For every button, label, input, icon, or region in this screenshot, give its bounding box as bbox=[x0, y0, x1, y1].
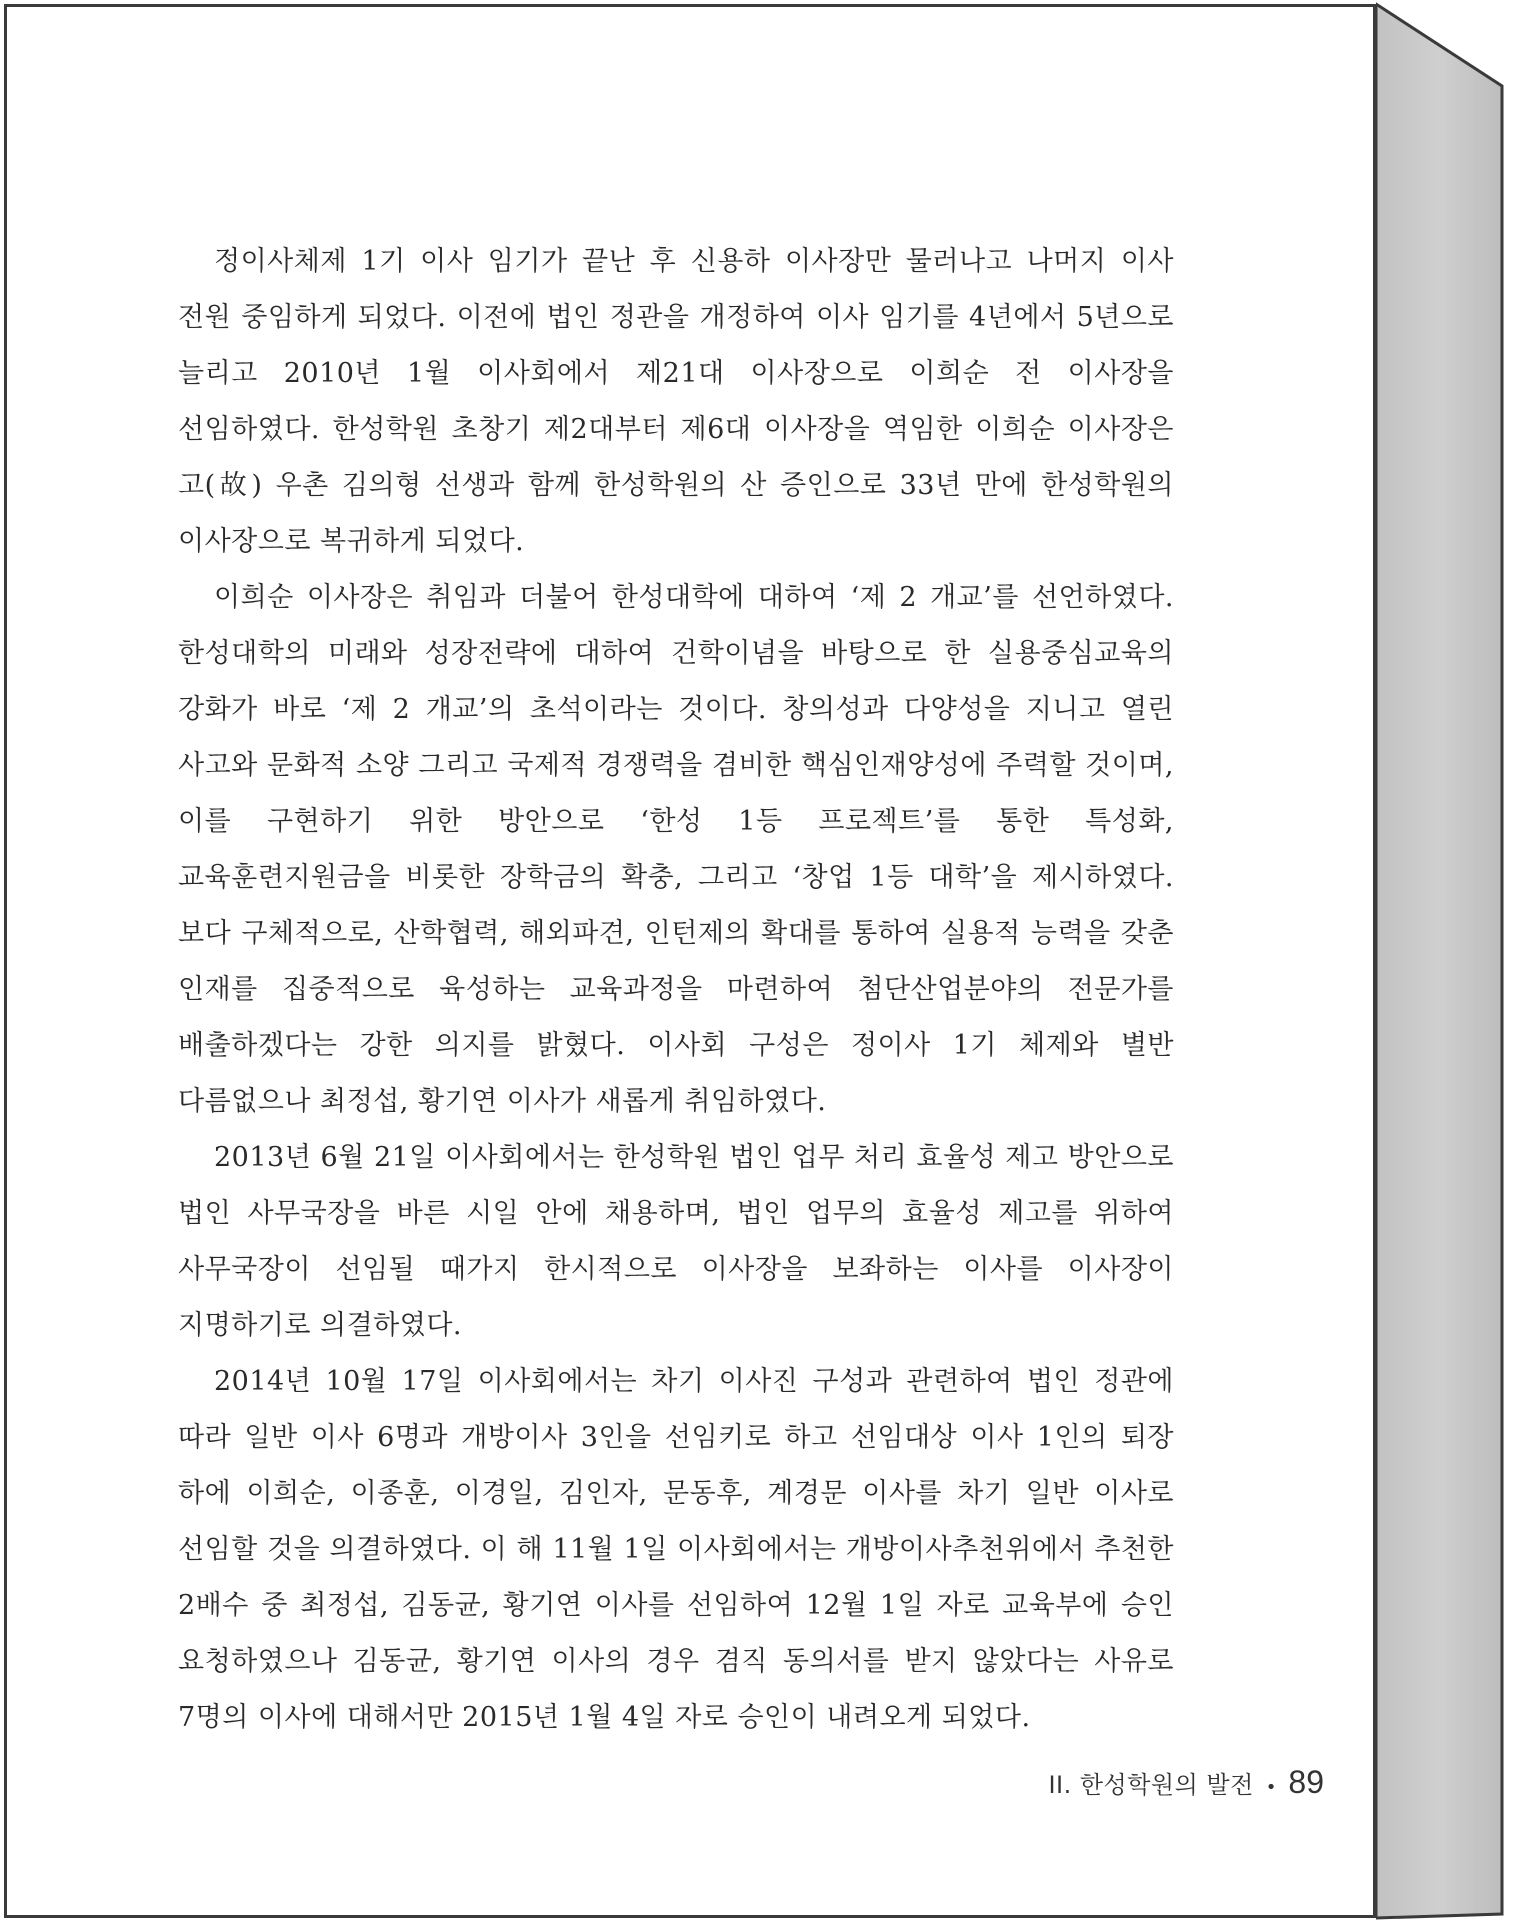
paragraph-2: 이희순 이사장은 취임과 더불어 한성대학에 대하여 ‘제 2 개교’를 선언하였다. 한성대학의 미래와 성장전략에 대하여 건학이념을 바탕으로 한 실용중심교육의 강화가 바로 ‘제 2 개교’의 초석이라는 것이다. 창의성과 다양성을 지니고 열린 사고와 문화적 소양 그리고 국제적 경쟁력을 겸비한 핵심인재양성에 주력할 것이며, 이를 구현하기 위한 방안으로 ‘한성 1등 프로젝트’를 통한 특성화, 교육훈련지원금을 비롯한 장학금의 확충, 그리고 ‘창업 1등 대학’을 제시하였다. 보다 구체적으로, 산학협력, 해외파견, 인턴제의 확대를 통하여 실용적 능력을 갖춘 인재를 집중적으로 육성하는 교육과정을 마련하여 첨단산업분야의 전문가를 배출하겠다는 강한 의지를 밝혔다. 이사회 구성은 정이사 1기 체제와 별반 다름없으나 최정섭, 황기연 이사가 새롭게 취임하였다. bbox=[178, 582, 1174, 1117]
page-number: 89 bbox=[1288, 1764, 1324, 1800]
page-footer bbox=[1048, 1764, 1324, 1801]
running-footer-section: II. 한성학원의 발전 bbox=[1048, 1771, 1254, 1799]
book-edge-face bbox=[1376, 4, 1502, 1918]
paragraph-4: 2014년 10월 17일 이사회에서는 차기 이사진 구성과 관련하여 법인 정관에 따라 일반 이사 6명과 개방이사 3인을 선임키로 하고 선임대상 이사 1인의 퇴장 하에 이희순, 이종훈, 이경일, 김인자, 문동후, 계경문 이사를 차기 일반 이사로 선임할 것을 의결하였다. 이 해 11월 1일 이사회에서는 개방이사추천위에서 추천한 2배수 중 최정섭, 김동균, 황기연 이사를 선임하여 12월 1일 자로 교육부에 승인 요청하였으나 김동균, 황기연 이사의 경우 겸직 동의서를 받지 않았다는 사유로 7명의 이사에 대해서만 2015년 1월 4일 자로 승인이 내려오게 되었다. bbox=[178, 1366, 1174, 1733]
footer-bullet: • bbox=[1265, 1777, 1277, 1798]
book-edge-3d bbox=[1376, 0, 1516, 1926]
body-text bbox=[178, 234, 1174, 1746]
paragraph-3: 2013년 6월 21일 이사회에서는 한성학원 법인 업무 처리 효율성 제고 방안으로 법인 사무국장을 바른 시일 안에 채용하며, 법인 업무의 효율성 제고를 위하여 사무국장이 선임될 때가지 한시적으로 이사장을 보좌하는 이사를 이사장이 지명하기로 의결하였다. bbox=[178, 1142, 1174, 1341]
paragraph-1: 정이사체제 1기 이사 임기가 끝난 후 신용하 이사장만 물러나고 나머지 이사 전원 중임하게 되었다. 이전에 법인 정관을 개정하여 이사 임기를 4년에서 5년으로 늘리고 2010년 1월 이사회에서 제21대 이사장으로 이희순 전 이사장을 선임하였다. 한성학원 초창기 제2대부터 제6대 이사장을 역임한 이희순 이사장은 고(故) 우촌 김의형 선생과 함께 한성학원의 산 증인으로 33년 만에 한성학원의 이사장으로 복귀하게 되었다. bbox=[178, 246, 1174, 557]
